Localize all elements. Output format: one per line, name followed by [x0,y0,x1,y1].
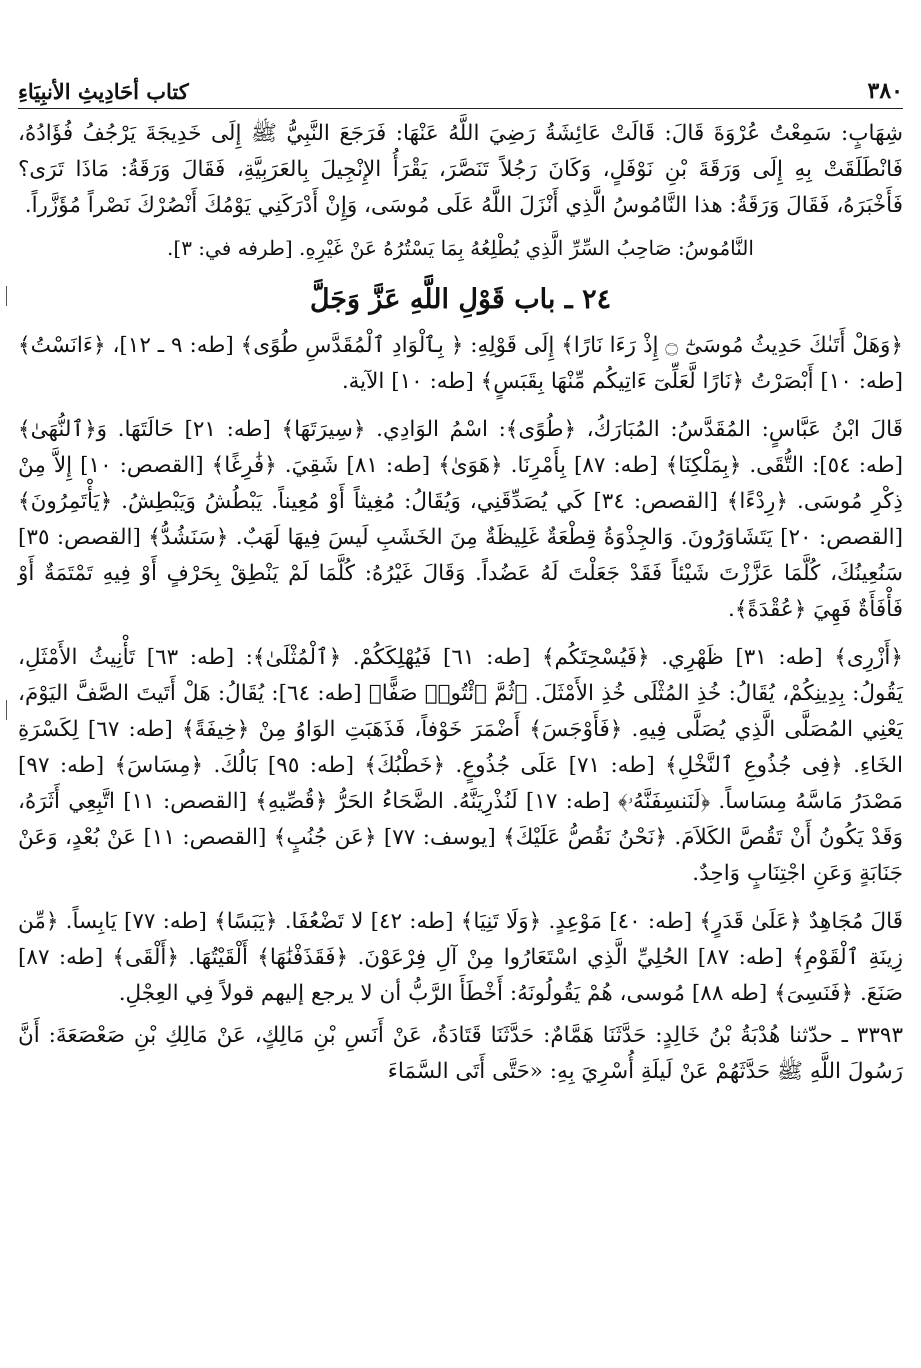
quran-verse-paragraph: ﴿وَهَلْ أَتَىٰكَ حَدِيثُ مُوسَىٰٓ ۝ إِذْ رَءَا نَارًا﴾ إِلَى قَوْلِهِ: ﴿ بِٱلْوَادِ ٱلْمُقَدَّسِ طُوًى﴾ [طه: ٩ ـ ١٢]، ﴿ءَانَسْتُ﴾ [طه: ١٠] أَبْصَرْتُ ﴿نَارًا لَّعَلِّىٓ ءَاتِيكُم مِّنْهَا بِقَبَسٍ﴾ [طه: ١٠] الآية. [18,333,904,394]
hadith-text-continued: شِهَابٍ: سَمِعْتُ عُرْوَةَ قَالَ: قَالَتْ عَائِشَةُ رَضِيَ اللَّهُ عَنْهَا: فَرَجَعَ النَّبِيُّ ﷺ إِلَى خَدِيجَةَ يَرْجُفُ فُؤَادُهُ، فَانْطَلَقَتْ بِهِ إِلَى وَرَقَةَ بْنِ نَوْفَلٍ، وَكَانَ رَجُلاً تَنَصَّرَ، يَقْرَأُ الإِنْجِيلَ بِالعَرَبِيَّةِ، فَقَالَ وَرَقَةُ: مَاذَا تَرَى؟ فَأَخْبَرَهُ، فَقَالَ وَرَقَةُ: هذا النَّامُوسُ الَّذِي أَنْزَلَ اللَّهُ عَلَى مُوسَى، وَإِنْ أَدْرَكَنِي يَوْمُكَ أَنْصُرْكَ نَصْراً مُؤَزَّراً. [18,121,903,218]
header-rule [18,108,903,109]
margin-mark [6,286,7,306]
page-number: ٣٨٠ [867,78,903,104]
page-body [18,116,903,1090]
page-header [18,60,903,104]
vocabulary-commentary: ﴿أَزْرِى﴾ [طه: ٣١] ظَهْرِي. ﴿فَيُسْحِتَكُم﴾ [طه: ٦١] فَيُهْلِكَكُمْ. ﴿ٱلْمُثْلَىٰ﴾: [طه: ٦٣] تَأْنِيثُ الأَمْثَلِ، يَقُولُ: بِدِينِكُمْ، يُقَالُ: خُذِ المُثْلَى خُذِ الأَمْثَلَ. ﴿ثُمَّ ٱئْتُوا۟ صَفًّا﴾ [طه: ٦٤]: يُقَالُ: هَلْ أَتَيتَ الصَّفَّ اليَوْمَ، يَعْنِي المُصَلَّى الَّذِي يُصَلَّى فِيهِ. ﴿فَأَوْجَسَ﴾ أَضْمَرَ خَوْفاً، فَذَهَبَتِ الوَاوُ مِنْ ﴿خِيفَةً﴾ [طه: ٦٧] لِكَسْرَةِ الخَاءِ. ﴿فِى جُذُوعِ ٱلنَّخْلِ﴾ [طه: ٧١] عَلَى جُذُوعٍ. ﴿خَطْبُكَ﴾ [طه: ٩٥] بَالُكَ. ﴿مِسَاسَ﴾ [طه: ٩٧] مَصْدَرُ مَاسَّهُ مِسَاساً. ﴿لَنَنسِفَنَّهُۥ﴾ [طه: ١٧] لَنُذْرِيَنَّهُ. الضَّحَاءُ الحَرُّ ﴿قُصِّيهِ﴾ [القصص: ١١] اتَّبِعِي أَثَرَهُ، وَقَدْ يَكُونُ أَنْ تَقُصَّ الكَلاَمَ. ﴿نَحْنُ نَقُصُّ عَلَيْكَ﴾ [يوسف: ٧٧] ﴿عَن جُنُبٍ﴾ [القصص: ١١] عَنْ بُعْدٍ، وَعَنْ جَنَابَةٍ وَعَنِ اجْتِنَابٍ وَاحِدٌ. [18,645,904,886]
hadith-3393: ٣٣٩٣ ـ حدّثنا هُدْبَةُ بْنُ خَالِدٍ: حَدَّثَنَا هَمَّامٌ: حَدَّثَنَا قَتَادَةُ، عَنْ أَنَسِ بْنِ مَالِكٍ، عَنْ مَالِكِ بْنِ صَعْصَعَةَ: أَنَّ رَسُولَ اللَّهِ ﷺ حَدَّثَهُمْ عَنْ لَيلَةِ أُسْرِيَ بِهِ: «حَتَّى أَتَى السَّمَاءَ [18,1023,903,1084]
book-title: كتاب أحَادِيثِ الأنبِيَاءِ [18,79,189,104]
mujahid-commentary: قَالَ مُجَاهِدٌ ﴿عَلَىٰ قَدَرٍ﴾ [طه: ٤٠] مَوْعِدٍ. ﴿وَلَا تَنِيَا﴾ [طه: ٤٢] لا تَضْعُفَا. ﴿يَبَسًا﴾ [طه: ٧٧] يَابِساً. ﴿مِّن زِينَةِ ٱلْقَوْمِ﴾ [طه: ٨٧] الحُلِيِّ الَّذِي اسْتَعَارُوا مِنْ آلِ فِرْعَوْنَ. ﴿فَقَذَفْنَٰهَا﴾ أَلْقَيْتُهَا. ﴿أَلْقَى﴾ [طه: ٨٧] صَنَعَ. ﴿فَنَسِىَ﴾ [طه ٨٨] مُوسى، هُمْ يَقُولُونَهُ: أَخْطَأَ الرَّبُّ أن لا يرجع إليهم قولاً فِي العِجْلِ. [18,909,903,1006]
ibn-abbas-commentary: قَالَ ابْنُ عَبَّاسٍ: المُقَدَّسُ: المُبَارَكُ، ﴿طُوًى﴾: اسْمُ الوَادِي. ﴿سِيرَتَهَا﴾ [طه: ٢١] حَالَتَهَا. وَ﴿ٱلنُّهَىٰ﴾ [طه: ٥٤]: التُّقَى. ﴿بِمَلْكِنَا﴾ [طه: ٨٧] بِأَمْرِنَا. ﴿هَوَىٰ﴾ [طه: ٨١] شَقِيَ. ﴿فَٰرِغًا﴾ [القصص: ١٠] إِلاَّ مِنْ ذِكْرِ مُوسَى. ﴿رِدْءًا﴾ [القصص: ٣٤] كَي يُصَدِّقَنِي، وَيُقَالُ: مُغِيثاً أَوْ مُعِيناً. يَبْطُشُ وَيَبْطِشُ. ﴿يَأْتَمِرُونَ﴾ [القصص: ٢٠] يَتَشَاوَرُونَ. وَالجِذْوَةُ قِطْعَةٌ غَلِيظَةٌ مِنَ الخَشَبِ لَيسَ فِيهَا لَهَبٌ. ﴿سَنَشُدُّ﴾ [القصص: ٣٥] سَنُعِينُكَ، كُلَّمَا عَزَّزْتَ شَيْئاً فَقَدْ جَعَلْتَ لَهُ عَضُداً. وَقَالَ غَيْرُهُ: كُلَّمَا لَمْ يَنْطِقْ بِحَرْفٍ أَوْ فِيهِ تَمْتَمَةٌ أَوْ فَأْفَأَةٌ فَهِيَ ﴿عُقْدَةً﴾. [18,417,904,622]
namus-note: النَّامُوسُ: صَاحِبُ السِّرِّ الَّذِي يُطْلِعُهُ بِمَا يَسْتُرُهُ عَنْ غَيْرِهِ. [طرفه في: ٣]. [167,236,754,260]
chapter-heading: ٢٤ ـ باب قَوْلِ اللَّهِ عَزَّ وَجَلَّ [309,284,612,315]
margin-mark [6,700,7,720]
